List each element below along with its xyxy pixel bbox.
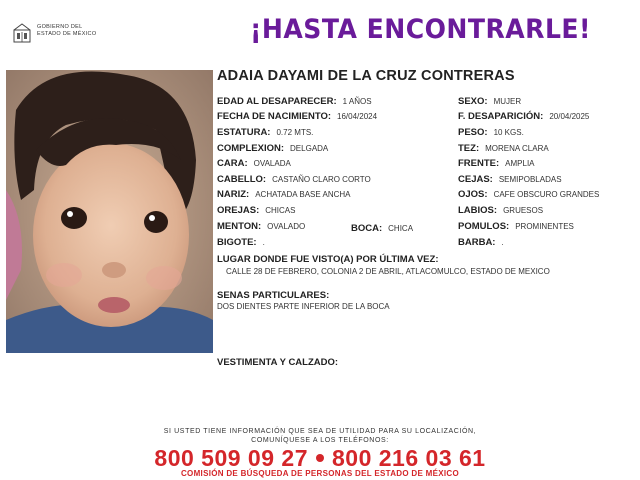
field-label: SEXO:	[458, 96, 488, 107]
clothing-label: VESTIMENTA Y CALZADO:	[217, 357, 339, 368]
field-label: BARBA:	[458, 237, 496, 248]
field-disappearance-date	[458, 111, 589, 122]
field-label: COMPLEXION:	[217, 143, 285, 154]
headline: ¡HASTA ENCONTRARLE!	[250, 14, 591, 45]
field-label: OJOS:	[458, 189, 488, 200]
field-age	[217, 96, 372, 107]
field-label: ESTATURA:	[217, 127, 271, 138]
field-height	[217, 127, 313, 138]
footer-note-line-1: SI USTED TIENE INFORMACIÓN QUE SEA DE UTILIDAD PARA SU LOCALIZACIÓN,	[163, 428, 477, 435]
field-ears	[217, 205, 295, 216]
field-label: OREJAS:	[217, 205, 260, 216]
field-value: CASTAÑO CLARO CORTO	[272, 175, 371, 184]
field-value: SEMIPOBLADAS	[498, 175, 562, 184]
field-value: PROMINENTES	[515, 222, 574, 231]
phone-number-1: 800 509 09 27	[154, 445, 308, 471]
commission-name: COMISIÓN DE BÚSQUEDA DE PERSONAS DEL ESTADO DE MÉXICO	[180, 469, 459, 478]
field-lips	[458, 205, 543, 216]
field-value: CHICAS	[265, 206, 296, 215]
field-value: OVALADA	[253, 159, 291, 168]
field-value: GRUESOS	[503, 206, 544, 215]
field-forehead	[458, 158, 535, 169]
field-value: 20/04/2025	[549, 112, 590, 121]
field-chin	[217, 221, 305, 232]
field-cheekbones	[458, 221, 574, 232]
field-value: AMPLIA	[505, 159, 535, 168]
field-sex	[458, 96, 521, 107]
field-birth-date	[217, 111, 377, 122]
field-value: OVALADO	[267, 222, 306, 231]
state-emblem-icon	[12, 22, 32, 44]
field-hair	[217, 174, 371, 185]
field-mouth	[351, 223, 413, 234]
gov-line-1: GOBIERNO DEL	[37, 24, 83, 30]
field-weight	[458, 127, 524, 138]
last-seen-label: LUGAR DONDE FUE VISTO(A) POR ÚLTIMA VEZ:	[217, 254, 439, 265]
field-label: CEJAS:	[458, 174, 493, 185]
field-value: .	[262, 238, 265, 247]
phone-numbers	[0, 445, 640, 472]
field-face	[217, 158, 291, 169]
field-value: 1 AÑOS	[342, 97, 372, 106]
field-nose	[217, 189, 351, 200]
phone-number-2: 800 216 03 61	[332, 445, 486, 471]
field-label: NARIZ:	[217, 189, 250, 200]
field-label: FECHA DE NACIMIENTO:	[217, 111, 331, 122]
field-value: 0.72 MTS.	[276, 128, 314, 137]
last-seen-value: CALLE 28 DE FEBRERO, COLONIA 2 DE ABRIL, ATLACOMULCO, ESTADO DE MEXICO	[226, 267, 550, 276]
field-label: F. DESAPARICIÓN:	[458, 111, 544, 122]
field-value: CHICA	[388, 224, 414, 233]
field-value: 16/04/2024	[337, 112, 378, 121]
field-eyebrows	[458, 174, 562, 185]
marks-label: SENAS PARTICULARES:	[217, 290, 330, 301]
person-name: ADAIA DAYAMI DE LA CRUZ CONTRERAS	[217, 68, 515, 84]
footer-note-line-2: COMUNÍQUESE A LOS TELÉFONOS:	[251, 437, 389, 444]
bullet-separator-icon	[316, 454, 324, 462]
field-label: MENTON:	[217, 221, 262, 232]
field-label: PESO:	[458, 127, 488, 138]
field-label: BIGOTE:	[217, 237, 257, 248]
field-eyes	[458, 189, 599, 200]
field-label: FRENTE:	[458, 158, 500, 169]
field-label: POMULOS:	[458, 221, 510, 232]
field-label: EDAD AL DESAPARECER:	[217, 96, 337, 107]
field-value: MUJER	[493, 97, 522, 106]
field-label: LABIOS:	[458, 205, 498, 216]
field-value: CAFE OBSCURO GRANDES	[493, 190, 600, 199]
field-label: CARA:	[217, 158, 248, 169]
field-value: 10 KGS.	[493, 128, 524, 137]
field-complexion	[458, 143, 549, 154]
field-label: TEZ:	[458, 143, 480, 154]
field-value: .	[501, 238, 504, 247]
field-value: ACHATADA BASE ANCHA	[255, 190, 351, 199]
government-logo-text	[37, 24, 96, 38]
field-build	[217, 143, 328, 154]
gov-line-2: ESTADO DE MÉXICO	[37, 31, 97, 37]
marks-value: DOS DIENTES PARTE INFERIOR DE LA BOCA	[217, 302, 390, 311]
field-mustache	[217, 237, 265, 248]
field-beard	[458, 237, 504, 248]
field-label: CABELLO:	[217, 174, 267, 185]
field-value: MORENA CLARA	[485, 144, 549, 153]
missing-person-photo	[6, 70, 213, 353]
field-value: DELGADA	[290, 144, 329, 153]
field-label: BOCA:	[351, 223, 383, 234]
